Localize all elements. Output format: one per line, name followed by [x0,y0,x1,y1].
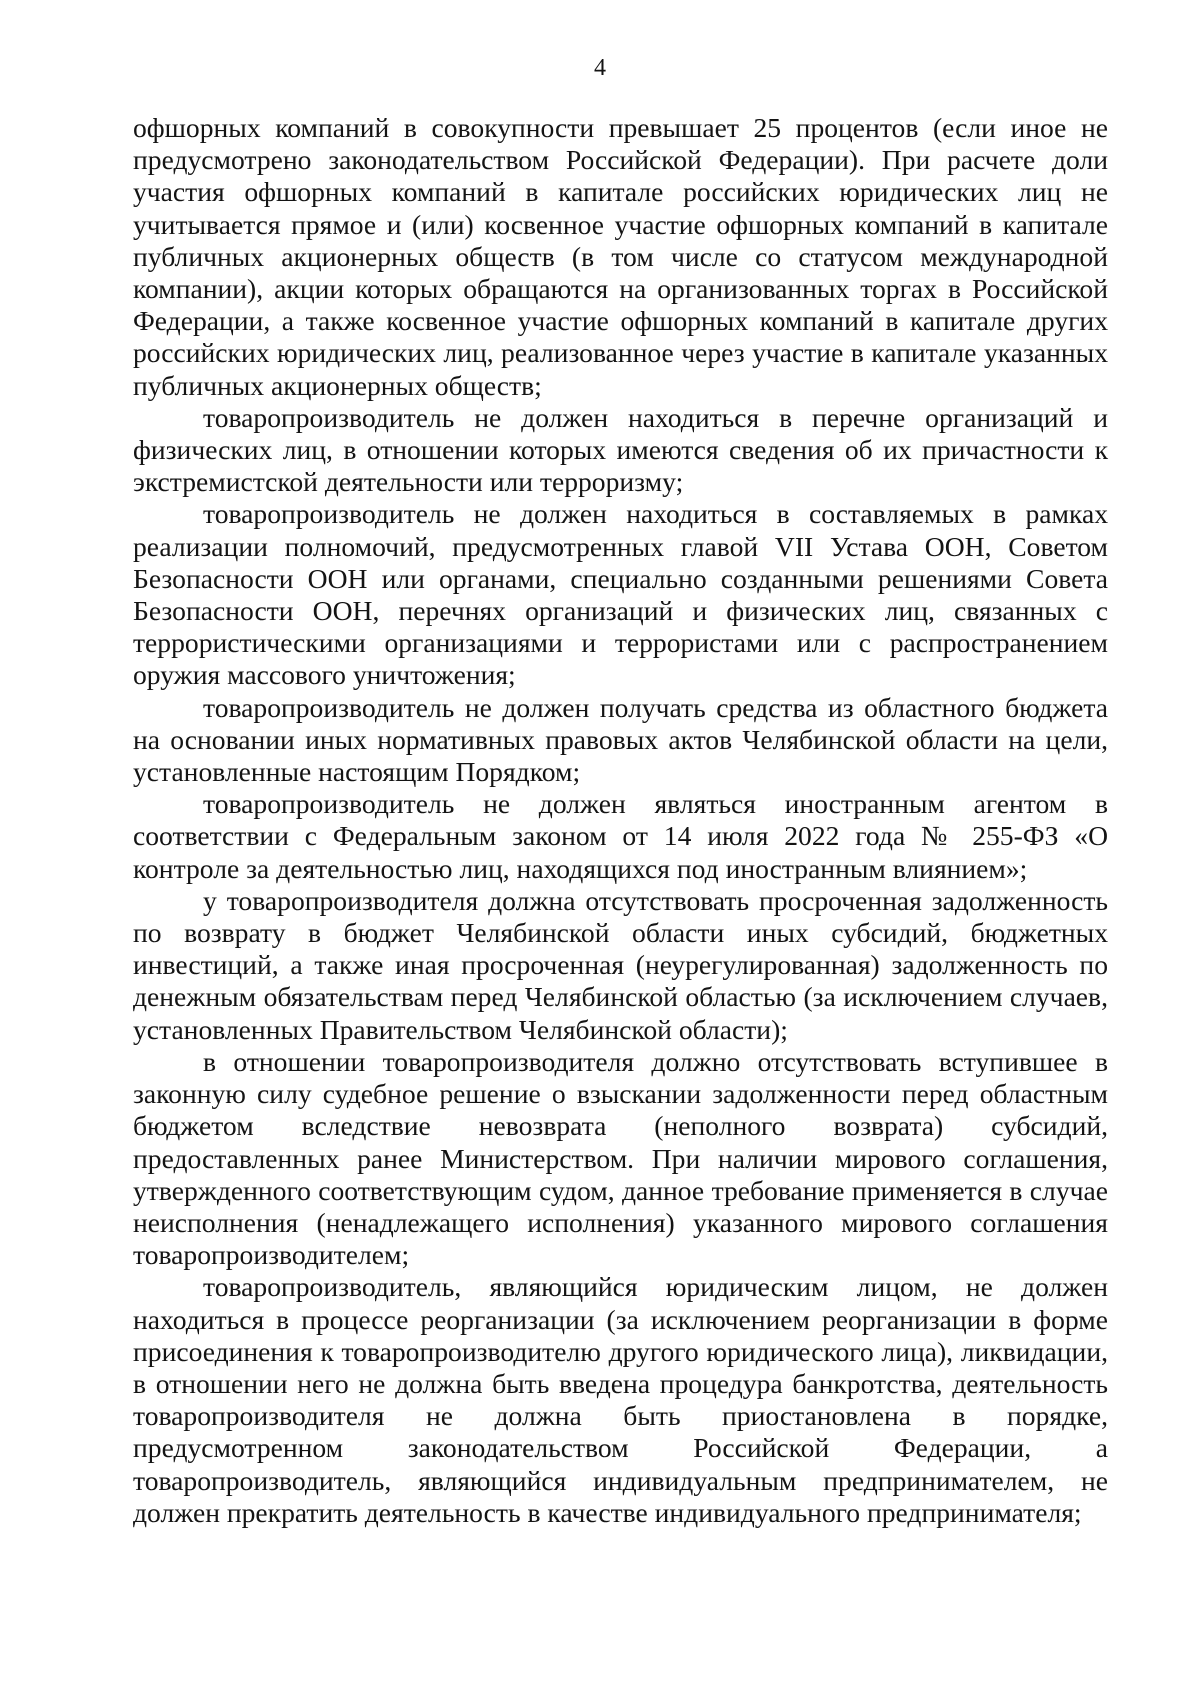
paragraph-un-sanctions-list: товаропроизводитель не должен находиться в составляемых в рамках реализации полномочий, предусмотренных главой VII Устава ООН, Советом Безопасности ООН или органами, специально созданными решениями Совета Безопасности ООН, перечнях организаций и физических лиц, связанных с террористическими организациями и террористами или с распространением оружия массового уничтожения; [133,498,1108,691]
page-number: 4 [594,55,606,81]
paragraph-foreign-agent: товаропроизводитель не должен являться иностранным агентом в соответствии с Федеральным законом от 14 июля 2022 года № 255-ФЗ «О контроле за деятельностью лиц, находящихся под иностранным влиянием»; [133,788,1108,884]
paragraph-overdue-debt: у товаропроизводителя должна отсутствовать просроченная задолженность по возврату в бюджет Челябинской области иных субсидий, бюджетных инвестиций, а также иная просроченная (неурегулированная) задолженность по денежным обязательствам перед Челябинской областью (за исключением случаев, установленных Правительством Челябинской области); [133,884,1108,1045]
paragraph-reorganization-bankruptcy: товаропроизводитель, являющийся юридическим лицом, не должен находиться в процессе реорганизации (за исключением реорганизации в форме присоединения к товаропроизводителю другого юридического лица), ликвидации, в отношении него не должна быть введена процедура банкротства, деятельность товаропроизводителя не должна быть приостановлена в порядке, предусмотренном законодательством Российской Федерации, а товаропроизводитель, являющийся индивидуальным предпринимателем, не должен прекратить деятельность в качестве индивидуального предпринимателя; [133,1271,1108,1528]
paragraph-extremism-list: товаропроизводитель не должен находиться в перечне организаций и физических лиц, в отношении которых имеются сведения об их причастности к экстремистской деятельности или терроризму; [133,401,1108,498]
document-body [133,112,1108,1529]
paragraph-no-other-funding: товаропроизводитель не должен получать средства из областного бюджета на основании иных нормативных правовых актов Челябинской области на цели, установленные настоящим Порядком; [133,691,1108,788]
paragraph-offshore-participation: офшорных компаний в совокупности превышает 25 процентов (если иное не предусмотрено законодательством Российской Федерации). При расчете доли участия офшорных компаний в капитале российских юридических лиц не учитывается прямое и (или) косвенное участие офшорных компаний в капитале публичных акционерных обществ (в том числе со статусом международной компании), акции которых обращаются на организованных торгах в Российской Федерации, а также косвенное участие офшорных компаний в капитале других российских юридических лиц, реализованное через участие в капитале указанных публичных акционерных обществ; [133,112,1108,401]
paragraph-court-decision: в отношении товаропроизводителя должно отсутствовать вступившее в законную силу судебное решение о взыскании задолженности перед областным бюджетом вследствие невозврата (неполного возврата) субсидий, предоставленных ранее Министерством. При наличии мирового соглашения, утвержденного соответствующим судом, данное требование применяется в случае неисполнения (ненадлежащего исполнения) указанного мирового соглашения товаропроизводителем; [133,1045,1108,1271]
